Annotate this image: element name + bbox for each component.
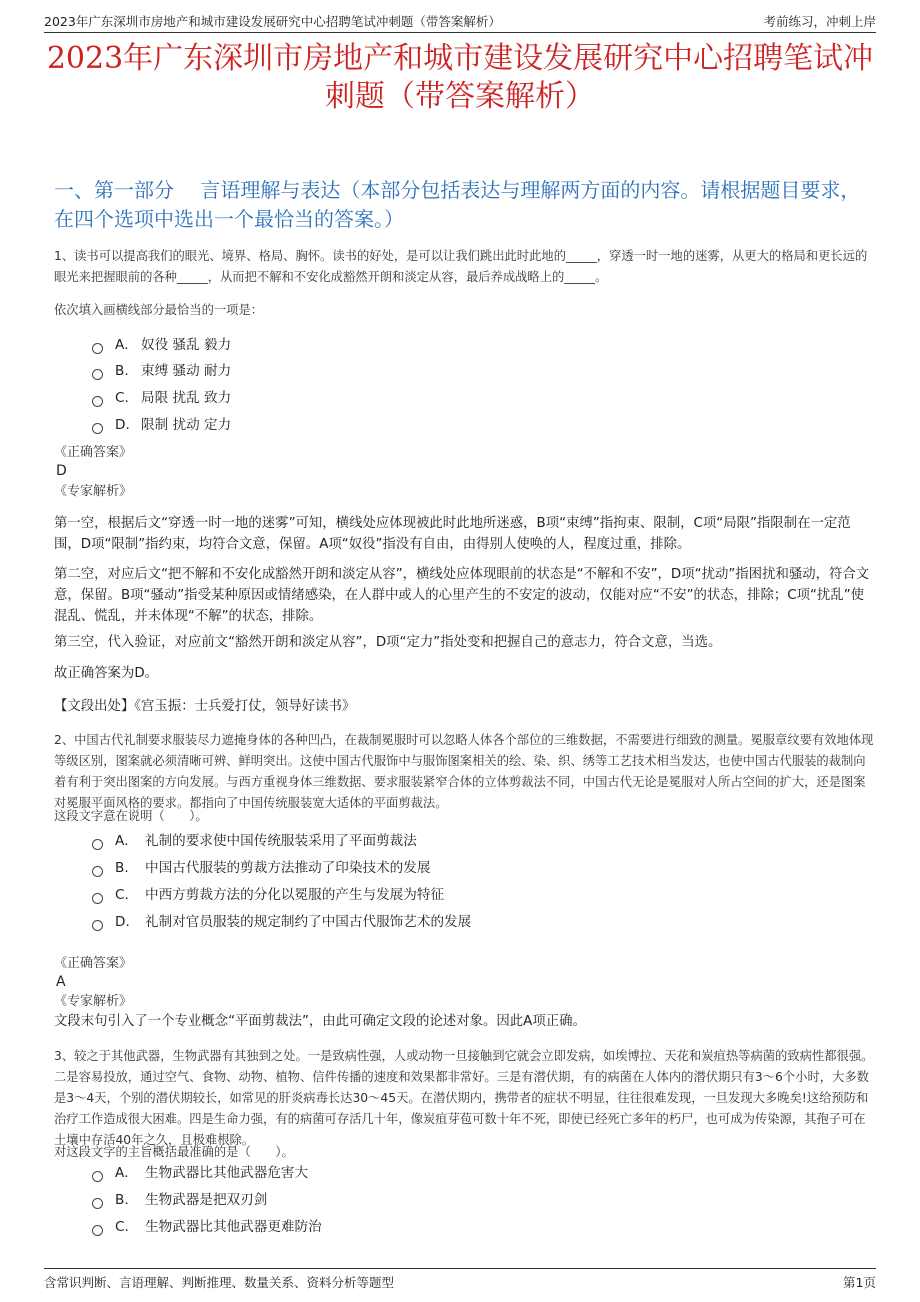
header-slogan: 考前练习，冲刺上岸 [763, 14, 876, 29]
question-2-option-c[interactable]: C. 中西方剪裁方法的分化以冕服的产生与发展为特征 [92, 885, 444, 905]
radio-icon[interactable] [92, 893, 103, 904]
question-1-analysis-paragraph: 第三空，代入验证，对应前文“豁然开朗和淡定从容”，D项“定力”指处变和把握自己的意志力，符合文意，当选。 [54, 635, 722, 650]
question-1-answer: D [56, 463, 67, 479]
page-number: 第1页 [843, 1275, 876, 1290]
radio-icon[interactable] [92, 369, 103, 380]
question-1-option-a[interactable]: A． 奴役 骚乱 毅力 [92, 335, 231, 355]
radio-icon[interactable] [92, 1198, 103, 1209]
question-1-stem: 1、读书可以提高我们的眼光、境界、格局、胸怀。读书的好处，是可以让我们跳出此时此地的_____，穿透一时一地的迷雾，从更大的格局和更长远的眼光来把握眼前的各种_____，从而把不解和不安化成豁然开朗和淡定从容，最后养成战略上的_____。 [54, 249, 868, 284]
section-heading: 一、第一部分 言语理解与表达（本部分包括表达与理解两方面的内容。请根据题目要求，在四个选项中选出一个最恰当的答案。） [54, 178, 861, 231]
question-2-stem: 2、中国古代礼制要求服装尽力遮掩身体的各种凹凸，在裁制冕服时可以忽略人体各个部位的三维数据，不需要进行细致的测量。冕服章纹要有效地体现等级区别，图案就必须清晰可辨、鲜明突出。这使中国古代服饰中与服饰图案相关的绘、染、织、绣等工艺技术相当发达，也使中国古代服装的裁制向着有利于突出图案的方向发展。与西方重视身体三维数据、要求服装紧窄合体的立体剪裁法不同，中国古代无论是冕服对人所占空间的扩大，还是图案对冕服平面风格的要求。都指向了中国传统服装宽大适体的平面剪裁法。 [54, 733, 874, 810]
question-3-prompt: 对这段文字的主旨概括最准确的是（ ）。 [54, 1145, 294, 1159]
question-1-option-c[interactable]: C. 局限 扰乱 致力 [92, 388, 231, 408]
page-footer [44, 1268, 876, 1290]
page-header [44, 10, 876, 33]
question-2-answer: A [56, 974, 66, 990]
radio-icon[interactable] [92, 1225, 103, 1236]
question-2-option-d[interactable]: D． 礼制对官员服装的规定制约了中国古代服饰艺术的发展 [92, 912, 471, 932]
radio-icon[interactable] [92, 866, 103, 877]
question-1-source: 【文段出处】《宫玉振：士兵爱打仗，领导好读书》 [54, 699, 356, 714]
question-3-stem: 3、较之于其他武器，生物武器有其独到之处。一是致病性强，人或动物一旦接触到它就会立即发病，如埃博拉、天花和炭疽热等病菌的致病性都很强。二是容易投放，通过空气、食物、动物、植物、信件传播的速度和效果都非常好。三是有潜伏期，有的病菌在人体内的潜伏期只有3～6个小时，大多数是3～4天，个别的潜伏期较长，如常见的肝炎病毒长达30～45天。在潜伏期内，携带者的症状不明显，往往很难发现，一旦发现大多晚矣!这给预防和治疗工作造成很大困难。四是生命力强，有的病菌可存活几十年，像炭疽芽苞可数十年不死，即使已经死亡多年的朽尸，也可成为传染源，其孢子可在土壤中存活40年之久，且极难根除。 [54, 1049, 874, 1147]
question-1-analysis-conclusion: 故正确答案为D。 [54, 666, 159, 681]
question-2-answer-label: 《正确答案》 [54, 956, 133, 971]
radio-icon[interactable] [92, 839, 103, 850]
question-2-analysis: 文段末句引入了一个专业概念“平面剪裁法”，由此可确定文段的论述对象。因此A项正确。 [54, 1014, 586, 1029]
radio-icon[interactable] [92, 396, 103, 407]
footer-description: 含常识判断、言语理解、判断推理、数量关系、资料分析等题型 [44, 1275, 395, 1290]
question-1-analysis-label: 《专家解析》 [54, 484, 133, 499]
page-title: 2023年广东深圳市房地产和城市建设发展研究中心招聘笔试冲刺题（带答案解析） [46, 41, 874, 114]
question-1-analysis-paragraph: 第一空，根据后文“穿透一时一地的迷雾”可知，横线处应体现被此时此地所迷惑，B项“束缚”指拘束、限制，C项“局限”指限制在一定范围，D项“限制”指约束，均符合文意，保留。A项“奴役”指没有自由，由得别人使唤的人，程度过重，排除。 [54, 516, 851, 552]
question-1-answer-label: 《正确答案》 [54, 445, 133, 460]
question-2-prompt: 这段文字意在说明（ ）。 [54, 809, 208, 823]
radio-icon[interactable] [92, 920, 103, 931]
question-1-option-d[interactable]: D． 限制 扰动 定力 [92, 415, 231, 435]
question-2-analysis-label: 《专家解析》 [54, 994, 133, 1009]
radio-icon[interactable] [92, 423, 103, 434]
question-1-prompt: 依次填入画横线部分最恰当的一项是： [54, 303, 264, 317]
header-title: 2023年广东深圳市房地产和城市建设发展研究中心招聘笔试冲刺题（带答案解析） [44, 14, 501, 29]
question-3-option-c[interactable]: C. 生物武器比其他武器更难防治 [92, 1217, 322, 1237]
question-3-option-a[interactable]: A． 生物武器比其他武器危害大 [92, 1163, 308, 1183]
radio-icon[interactable] [92, 343, 103, 354]
question-3-option-b[interactable]: B. 生物武器是把双刃剑 [92, 1190, 267, 1210]
question-1-analysis-paragraph: 第二空，对应后文“把不解和不安化成豁然开朗和淡定从容”，横线处应体现眼前的状态是“不解和不安”，D项“扰动”指困扰和骚动，符合文意，保留。B项“骚动”指受某种原因或情绪感染，在人群中或人的心里产生的不安定的波动，仅能对应“不安”的状态，排除；C项“扰乱”使混乱、慌乱，并未体现“不解”的状态，排除。 [54, 567, 870, 624]
question-2-option-b[interactable]: B. 中国古代服装的剪裁方法推动了印染技术的发展 [92, 858, 430, 878]
question-1-option-b[interactable]: B. 束缚 骚动 耐力 [92, 361, 231, 381]
radio-icon[interactable] [92, 1171, 103, 1182]
question-2-option-a[interactable]: A． 礼制的要求使中国传统服装采用了平面剪裁法 [92, 831, 417, 851]
